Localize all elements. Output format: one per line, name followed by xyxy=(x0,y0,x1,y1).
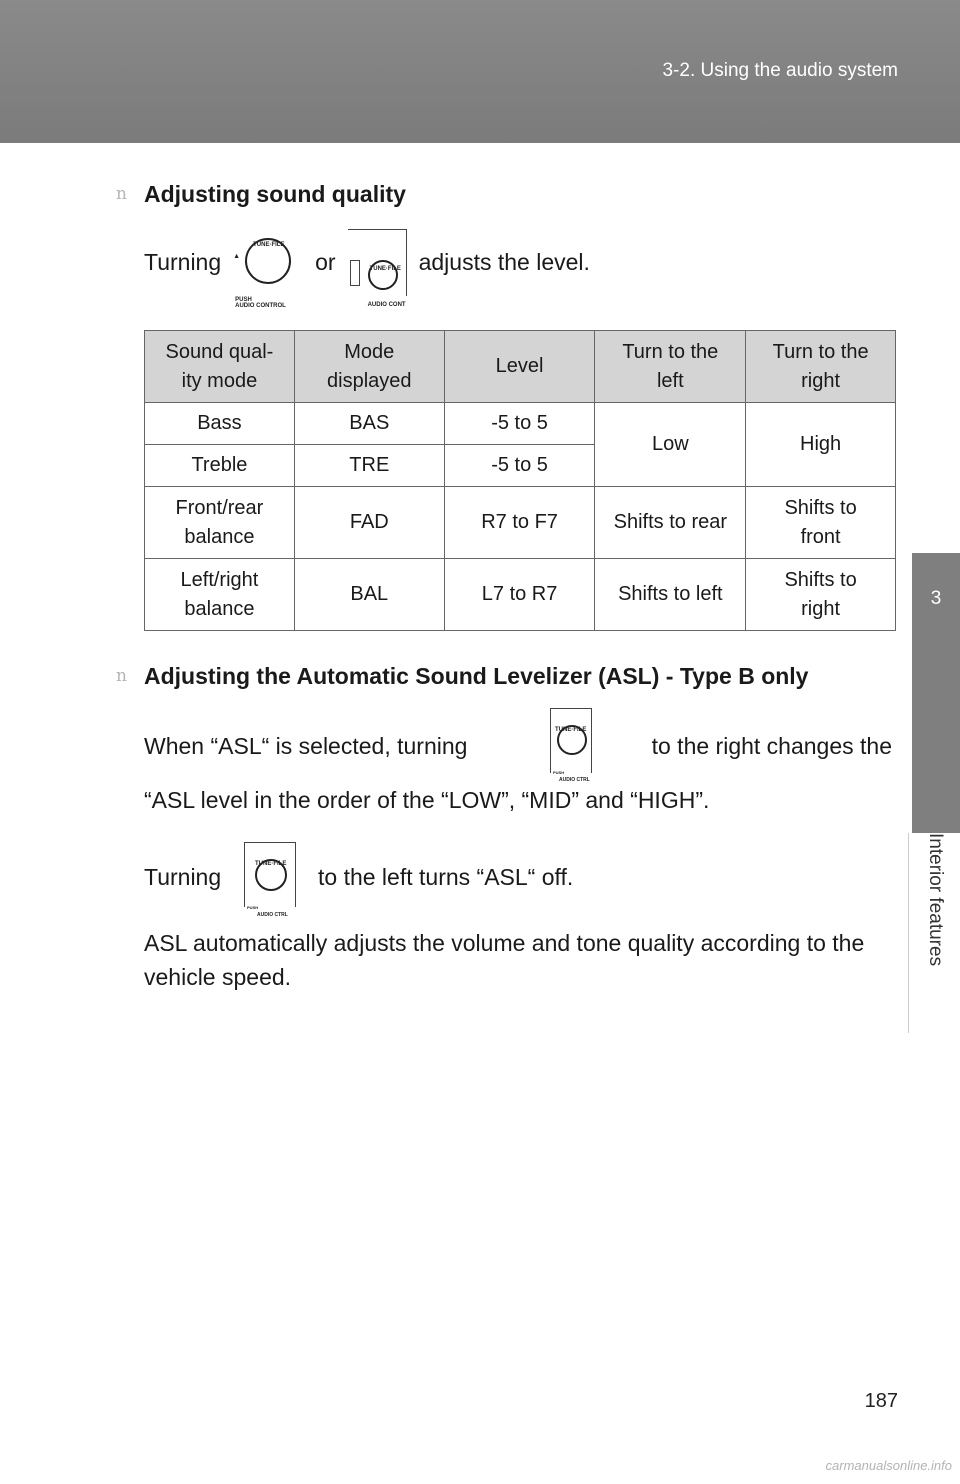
asl-text-turning: Turning xyxy=(144,864,222,890)
table-cell: Front/rear balance xyxy=(145,487,295,559)
sound-quality-instruction xyxy=(144,228,590,309)
panel-knob-label-audio-cont: AUDIO CONT xyxy=(367,301,406,308)
table-cell: Treble xyxy=(145,445,295,487)
knob-label-push: PUSH xyxy=(247,905,259,910)
header-cell-mode: Sound qual- ity mode xyxy=(145,331,295,403)
page-header xyxy=(0,0,960,143)
page-number: 187 xyxy=(864,1390,898,1412)
table-cell: High xyxy=(746,403,896,487)
table-cell: FAD xyxy=(294,487,444,559)
table-cell: -5 to 5 xyxy=(444,403,595,445)
table-cell: Shifts to left xyxy=(595,559,746,631)
asl-text-a: When “ASL“ is selected, turning xyxy=(144,733,468,759)
table-cell: BAS xyxy=(294,403,444,445)
tune-knob-icon xyxy=(550,708,592,783)
table-cell: R7 to F7 xyxy=(444,487,595,559)
table-row xyxy=(145,487,896,559)
knob-label-tune: TUNE·FILE xyxy=(555,727,587,733)
table-header-row xyxy=(145,331,896,403)
knob-label-audio-ctrl: AUDIO CTRL xyxy=(257,912,288,918)
table-cell: BAL xyxy=(294,559,444,631)
chapter-tab-number-wrap xyxy=(912,553,960,833)
knob-label-tune: TUNE·FILE xyxy=(253,242,285,248)
table-cell: Shifts to right xyxy=(746,559,896,631)
header-cell-level: Level xyxy=(444,331,595,403)
table-cell: Shifts to front xyxy=(746,487,896,559)
panel-knob-icon xyxy=(348,229,407,308)
table-cell: L7 to R7 xyxy=(444,559,595,631)
chapter-number: 3 xyxy=(930,588,942,609)
tune-knob-icon: TUNE·FILE ▲ PUSH AUDIO CONTROL xyxy=(233,228,303,296)
table-cell: TRE xyxy=(294,445,444,487)
header-cell-display: Mode displayed xyxy=(294,331,444,403)
asl-paragraph-2 xyxy=(144,840,892,918)
table-cell: -5 to 5 xyxy=(444,445,595,487)
table-cell: Left/right balance xyxy=(145,559,295,631)
instruction-text: Turning xyxy=(144,249,222,275)
section-heading-sound-quality: Adjusting sound quality xyxy=(144,181,406,207)
table-cell: Low xyxy=(595,403,746,487)
section-title: 3-2. Using the audio system xyxy=(662,60,898,81)
knob-label-push: PUSH xyxy=(235,297,252,303)
chapter-divider xyxy=(908,833,909,1033)
instruction-text-suffix: adjusts the level. xyxy=(418,249,590,275)
knob-label-tune: TUNE·FILE xyxy=(255,861,287,867)
sound-quality-table xyxy=(144,330,896,631)
table-row xyxy=(145,403,896,445)
header-cell-left: Turn to the left xyxy=(595,331,746,403)
tune-knob-icon xyxy=(244,842,296,918)
chapter-label: Interior features xyxy=(925,833,946,967)
section-heading-asl: Adjusting the Automatic Sound Levelizer (ASL) - Type B only xyxy=(144,663,809,689)
asl-text-b: to the right changes the xyxy=(651,733,892,759)
panel-knob-label-tune: TUNE·FILE xyxy=(369,265,401,272)
table-cell: Bass xyxy=(145,403,295,445)
table-row xyxy=(145,559,896,631)
table-cell: Shifts to rear xyxy=(595,487,746,559)
instruction-text-or: or xyxy=(315,249,336,275)
knob-label-push: PUSH xyxy=(553,770,565,775)
knob-label-audio-ctrl: AUDIO CTRL xyxy=(559,777,590,783)
bullet-marker: n xyxy=(116,184,127,204)
bullet-marker: n xyxy=(116,666,127,686)
asl-paragraph-1-cont: “ASL level in the order of the “LOW”, “MID” and “HIGH”. xyxy=(144,787,710,813)
asl-text-off: to the left turns “ASL“ off. xyxy=(318,864,574,890)
header-cell-right: Turn to the right xyxy=(746,331,896,403)
asl-paragraph-1 xyxy=(144,708,892,783)
asl-paragraph-3: ASL automatically adjusts the volume and tone quality according to the vehicle speed. xyxy=(144,930,865,990)
knob-label-audio-control: AUDIO CONTROL xyxy=(235,303,286,309)
footer-watermark: carmanualsonline.info xyxy=(825,1458,952,1473)
